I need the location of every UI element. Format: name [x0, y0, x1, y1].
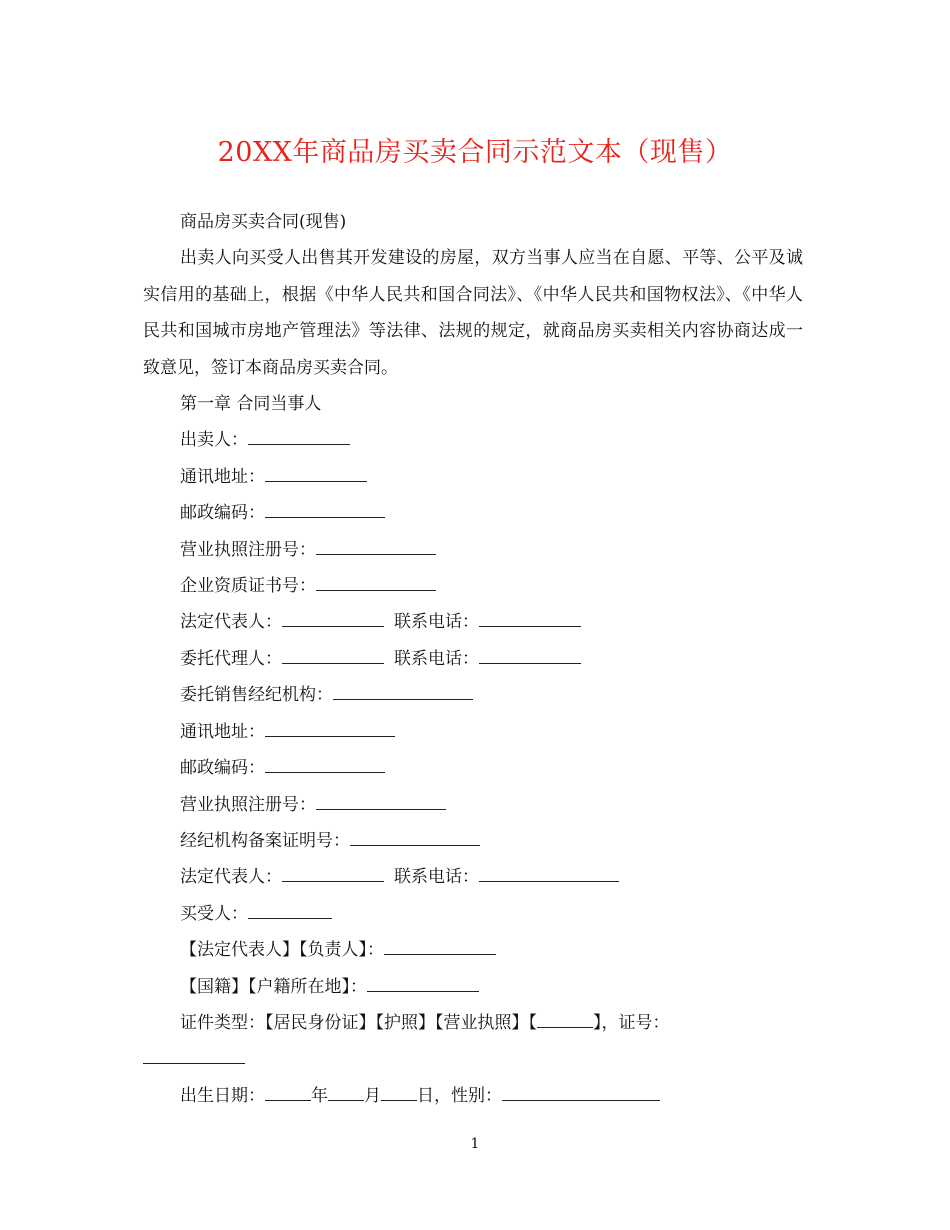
- field-label: 营业执照注册号：: [180, 794, 316, 815]
- blank-line: [502, 1086, 660, 1101]
- blank-line: [316, 576, 436, 591]
- field-buyer: [143, 896, 803, 932]
- chapter-heading: 第一章 合同当事人: [180, 394, 322, 415]
- field-license: [143, 532, 803, 568]
- field-label: 委托代理人：: [180, 648, 282, 669]
- field-id-number: [143, 1041, 803, 1077]
- field-agency-record: [143, 823, 803, 859]
- field-license: [143, 787, 803, 823]
- field-label: 邮政编码：: [180, 758, 265, 779]
- blank-line: [265, 467, 367, 482]
- field-label: 日，性别：: [417, 1085, 502, 1106]
- field-label: 月: [364, 1085, 381, 1106]
- blank-line: [381, 1086, 417, 1101]
- blank-line: [248, 904, 332, 919]
- field-label: 营业执照注册号：: [180, 539, 316, 560]
- field-label: 通讯地址：: [180, 466, 265, 487]
- blank-line: [265, 758, 385, 773]
- field-label: 经纪机构备案证明号：: [180, 830, 350, 851]
- field-postcode: [143, 495, 803, 531]
- field-buyer-rep: [143, 932, 803, 968]
- blank-line: [367, 977, 479, 992]
- blank-line: [537, 1013, 593, 1028]
- blank-line: [479, 649, 581, 664]
- field-label: 买受人：: [180, 903, 248, 924]
- field-label: 联系电话：: [394, 648, 479, 669]
- field-label: 通讯地址：: [180, 721, 265, 742]
- intro-paragraph: 出卖人向买受人出售其开发建设的房屋，双方当事人应当在自愿、平等、公平及诚实信用的基础上，根据《中华人民共和国合同法》、《中华人民共和国物权法》、《中华人民共和国城市房地产管理法》等法律、法规的规定，就商品房买卖相关内容协商达成一致意见，签订本商品房买卖合同。: [143, 248, 803, 378]
- field-label: 【国籍】【户籍所在地】：: [180, 976, 367, 997]
- field-label: 【法定代表人】【负责人】：: [180, 940, 384, 961]
- blank-line: [282, 612, 384, 627]
- blank-line: [143, 1049, 245, 1064]
- field-postcode: [143, 750, 803, 786]
- blank-line: [328, 1086, 364, 1101]
- field-label: 】，证号：: [593, 1012, 670, 1033]
- field-label: 出生日期：: [180, 1085, 265, 1106]
- blank-line: [333, 685, 473, 700]
- document-title: 20XX年商品房买卖合同示范文本（现售）: [217, 137, 733, 168]
- blank-line: [350, 831, 480, 846]
- field-birth: [143, 1078, 803, 1114]
- field-label: 联系电话：: [394, 612, 479, 633]
- blank-line: [248, 430, 350, 445]
- blank-line: [384, 940, 496, 955]
- blank-line: [282, 867, 384, 882]
- field-legal-rep: [143, 859, 803, 895]
- blank-line: [265, 503, 385, 518]
- field-label: 年: [311, 1085, 328, 1106]
- field-label: 法定代表人：: [180, 612, 282, 633]
- field-id-type: [143, 1005, 803, 1041]
- page-number: 1: [470, 1136, 480, 1152]
- field-label: 出卖人：: [180, 430, 248, 451]
- blank-line: [265, 1086, 311, 1101]
- document-body: [143, 204, 803, 1114]
- field-nationality: [143, 969, 803, 1005]
- field-label: 联系电话：: [394, 867, 479, 888]
- field-label: 委托销售经纪机构：: [180, 685, 333, 706]
- field-qualification: [143, 568, 803, 604]
- field-sales-agency: [143, 677, 803, 713]
- blank-line: [316, 540, 436, 555]
- blank-line: [479, 867, 619, 882]
- field-seller: [143, 422, 803, 458]
- field-label: 证件类型：【居民身份证】【护照】【营业执照】【: [180, 1012, 537, 1033]
- blank-line: [479, 612, 581, 627]
- field-legal-rep: [143, 604, 803, 640]
- field-label: 邮政编码：: [180, 503, 265, 524]
- field-label: 企业资质证书号：: [180, 576, 316, 597]
- field-label: 法定代表人：: [180, 867, 282, 888]
- blank-line: [265, 722, 395, 737]
- blank-line: [316, 795, 446, 810]
- subtitle: 商品房买卖合同(现售): [180, 212, 347, 232]
- blank-line: [282, 649, 384, 664]
- field-agent: [143, 641, 803, 677]
- field-address: [143, 459, 803, 495]
- field-address: [143, 714, 803, 750]
